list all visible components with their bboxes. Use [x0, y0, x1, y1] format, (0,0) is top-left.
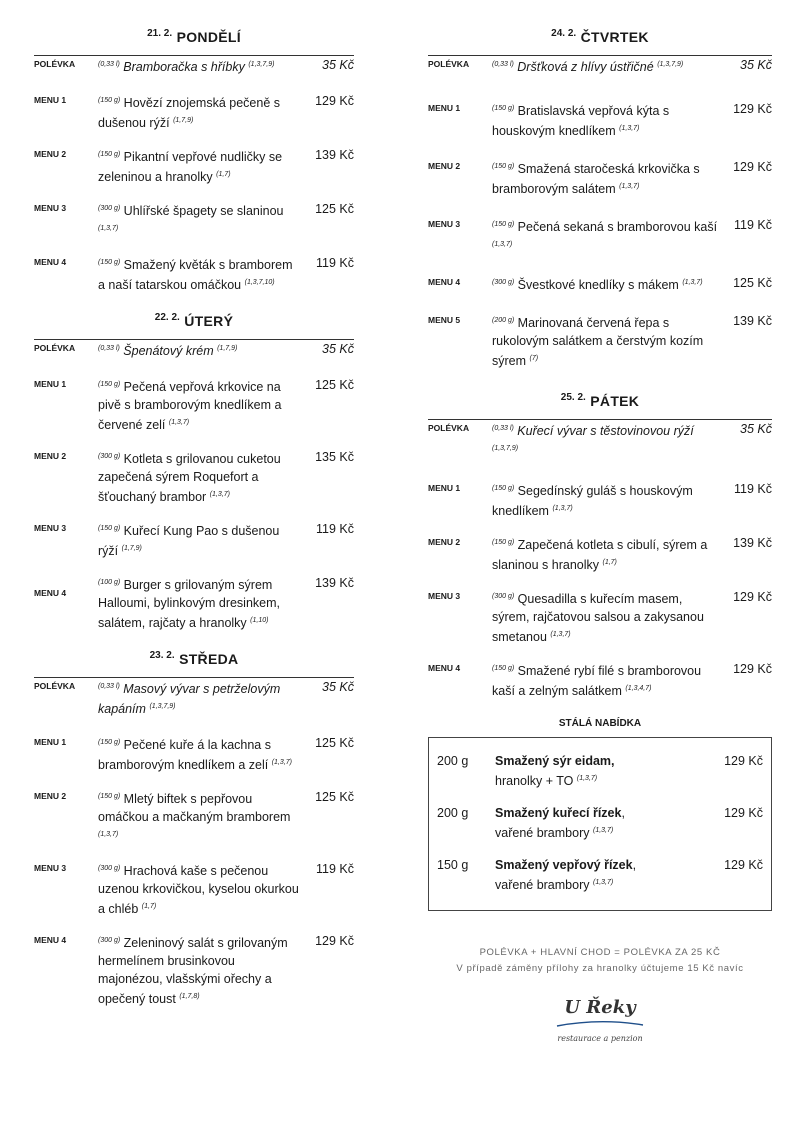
weight: (150 g) [492, 665, 515, 672]
weight: (150 g) [492, 105, 515, 112]
allergens: (1,7,9) [173, 117, 194, 124]
menu-label: MENU 3 [34, 523, 67, 533]
menu-label: MENU 4 [428, 277, 461, 287]
price: 125 Kč [315, 378, 354, 392]
soup-label: POLÉVKA [34, 59, 76, 69]
menu-row [34, 734, 354, 774]
price: 139 Kč [315, 576, 354, 590]
weight: (0,33 l) [98, 683, 120, 690]
weight: (0,33 l) [492, 425, 514, 432]
allergens: (1,3,4,7) [625, 685, 652, 692]
price: 35 Kč [322, 58, 354, 72]
allergens: (1,3,7) [592, 879, 614, 886]
menu-label: MENU 2 [428, 537, 461, 547]
price: 125 Kč [733, 276, 772, 290]
allergens: (7) [529, 355, 539, 362]
day-date: 21. 2. [147, 28, 173, 39]
day-name: ÚTERÝ [184, 313, 234, 329]
price: 35 Kč [740, 422, 772, 436]
menu-description [98, 734, 308, 774]
dish-name: Kotleta s grilovanou cuketou zapečená sýrem Roquefort a šťouchaný brambor [98, 452, 281, 504]
dish-name: Marinovaná červená řepa s rukolovým salátkem a čerstvým kozím sýrem [492, 316, 704, 368]
item-description: Smažený kuřecí řízek, vařené brambory $^{(1,3,7)}$ [495, 806, 625, 840]
side-dish: vařené brambory [495, 826, 590, 840]
price: 135 Kč [315, 450, 354, 464]
soup-label: POLÉVKA [34, 343, 76, 353]
day-wednesday [34, 650, 354, 1008]
menu-row [34, 788, 354, 846]
menu-label: MENU 2 [34, 791, 67, 801]
weight: (0,33 l) [492, 61, 514, 68]
side-dish: vařené brambory [495, 878, 590, 892]
weight: (300 g) [98, 865, 121, 872]
allergens: (1,3,7,9) [492, 445, 519, 452]
weight: (150 g) [492, 485, 515, 492]
price: 119 Kč [316, 256, 354, 270]
day-date: 24. 2. [551, 28, 577, 39]
allergens: (1,3,7,9) [248, 61, 275, 68]
soup-row [34, 340, 354, 360]
day-monday [34, 28, 354, 294]
price: 125 Kč [315, 202, 354, 216]
menu-label: MENU 3 [34, 203, 67, 213]
soup-description [98, 340, 308, 360]
allergens: (1,3,7) [98, 831, 119, 838]
allergens: (1,3,7,9) [149, 703, 176, 710]
day-heading [34, 650, 354, 678]
allergens: (1,3,7) [682, 279, 703, 286]
right-column [428, 28, 772, 1043]
soup-description [98, 56, 308, 76]
dish-name: Quesadilla s kuřecím masem, sýrem, rajčatovou salsou a zakysanou smetanou [492, 592, 704, 644]
day-date: 25. 2. [560, 392, 586, 403]
weight: 200 g [437, 806, 469, 820]
day-name: PÁTEK [590, 393, 640, 409]
menu-description [492, 158, 726, 198]
menu-description [98, 92, 308, 132]
menu-description [98, 788, 308, 846]
dish-name: Smažený vepřový řízek [495, 858, 633, 872]
price: 119 Kč [316, 522, 354, 536]
dish-name: Špenátový krém [123, 344, 214, 358]
dish-name: Zeleninový salát s grilovaným hermelínem brusinkovou majonézou, vlašskými ořechy a opečený toust [98, 936, 288, 1006]
price: 129 Kč [724, 858, 763, 872]
allergens: (1,3,7) [592, 827, 614, 834]
menu-row [428, 312, 772, 370]
logo-subtitle: restaurace a penzion [557, 1034, 643, 1043]
footer-note [428, 945, 772, 977]
allergens: (1,3,7) [619, 183, 640, 190]
day-tuesday [34, 312, 354, 632]
price: 129 Kč [315, 94, 354, 108]
price: 125 Kč [315, 790, 354, 804]
price: 129 Kč [733, 102, 772, 116]
dish-name: Burger s grilovaným sýrem Halloumi, bylinkovým dresinkem, salátem, rajčaty a hranolky [98, 578, 281, 630]
menu-row [34, 92, 354, 132]
menu-row [428, 480, 772, 520]
allergens: (1,7) [141, 903, 157, 910]
allergens: (1,10) [250, 617, 269, 624]
weight: (150 g) [492, 539, 515, 546]
price: 35 Kč [322, 680, 354, 694]
day-friday [428, 392, 772, 700]
menu-row [34, 448, 354, 506]
weight: (300 g) [98, 937, 121, 944]
item-description: Smažený vepřový řízek, vařené brambory $^{(1,3,7)}$ [495, 858, 637, 892]
menu-label: MENU 3 [428, 591, 461, 601]
weight: (0,33 l) [98, 61, 120, 68]
dish-name: Bramboračka s hříbky [123, 60, 245, 74]
allergens: (1,3,7) [576, 775, 598, 782]
price: 125 Kč [315, 736, 354, 750]
menu-row [34, 520, 354, 560]
soup-label: POLÉVKA [428, 59, 470, 69]
menu-description [492, 312, 726, 370]
dish-name: Mletý biftek s pepřovou omáčkou a mačkaným bramborem [98, 792, 291, 824]
weight: (300 g) [492, 593, 515, 600]
soup-description [492, 56, 726, 76]
menu-label: MENU 4 [34, 588, 67, 598]
standing-offer-title: STÁLÁ NABÍDKA [558, 718, 642, 729]
allergens: (1,7,9) [121, 545, 142, 552]
allergens: (1,7) [216, 171, 231, 178]
allergens: (1,3,7) [619, 125, 640, 132]
day-heading [428, 28, 772, 56]
soup-row [428, 420, 772, 460]
menu-description [98, 574, 308, 632]
menu-row [34, 574, 354, 632]
footer-line-fries: V případě záměny přílohy za hranolky účtujeme 15 Kč navíc [456, 963, 744, 974]
weight: (300 g) [98, 453, 121, 460]
menu-row [428, 216, 772, 256]
dish-name: Pikantní vepřové nudličky se zeleninou a hranolky [98, 150, 283, 184]
price: 129 Kč [724, 806, 763, 820]
price: 139 Kč [733, 314, 772, 328]
standing-offer-item [437, 752, 763, 790]
weight: 150 g [437, 858, 469, 872]
logo-swoosh-icon [555, 1020, 645, 1028]
weight: (150 g) [98, 151, 121, 158]
footer-line-combo: POLÉVKA + HLAVNÍ CHOD = POLÉVKA ZA 25 KČ [479, 947, 721, 958]
price: 129 Kč [733, 662, 772, 676]
menu-description [492, 588, 726, 646]
soup-row [34, 56, 354, 76]
menu-label: MENU 2 [428, 161, 461, 171]
menu-row [428, 274, 772, 294]
weight: (150 g) [492, 221, 515, 228]
soup-row [34, 678, 354, 718]
menu-description [492, 274, 726, 294]
soup-description [98, 678, 308, 718]
menu-row [34, 932, 354, 1008]
day-name: PONDĚLÍ [176, 29, 241, 45]
menu-label: MENU 2 [34, 149, 67, 159]
day-heading [34, 28, 354, 56]
dish-name: Bratislavská vepřová kýta s houskovým knedlíkem [492, 104, 670, 138]
weight: (150 g) [98, 739, 121, 746]
item-description [495, 752, 703, 790]
menu-label: MENU 1 [428, 483, 461, 493]
day-thursday [428, 28, 772, 370]
dish-name: Smažená staročeská krkovička s bramborovým salátem [492, 162, 700, 196]
menu-label: MENU 4 [428, 663, 461, 673]
allergens: (1,3,7) [209, 491, 230, 498]
price: 35 Kč [322, 342, 354, 356]
menu-description [98, 860, 308, 918]
menu-description [492, 534, 726, 574]
price: 119 Kč [734, 482, 772, 496]
allergens: (1,3,7) [271, 759, 292, 766]
price: 119 Kč [734, 218, 772, 232]
standing-offer-item [437, 804, 763, 842]
dish-name: Hrachová kaše s pečenou uzenou krkovičkou, kyselou okurkou a chléb [98, 864, 299, 916]
dish-name: Masový vývar s petrželovým kapáním [98, 682, 281, 716]
menu-description [98, 200, 308, 240]
price: 139 Kč [315, 148, 354, 162]
dish-name: Zapečená kotleta s cibulí, sýrem a slaninou s hranolky [492, 538, 708, 572]
weight: (150 g) [98, 525, 121, 532]
menu-row [34, 860, 354, 918]
dish-name: Dršťková z hlívy ústřičné [517, 60, 654, 74]
menu-label: MENU 1 [34, 95, 67, 105]
price: 129 Kč [733, 590, 772, 604]
menu-description [98, 520, 308, 560]
menu-description [492, 216, 726, 256]
menu-description [492, 480, 726, 520]
dish-name: Kuřecí vývar s těstovinovou rýží [517, 424, 694, 438]
menu-row [428, 588, 772, 646]
allergens: (1,7,9) [217, 345, 238, 352]
menu-label: MENU 4 [34, 257, 67, 267]
menu-label: MENU 2 [34, 451, 67, 461]
dish-name: Hovězí znojemská pečeně s dušenou rýží [98, 96, 281, 130]
menu-description [492, 100, 726, 140]
menu-description [98, 146, 308, 186]
menu-row [34, 146, 354, 186]
soup-row [428, 56, 772, 76]
day-date: 23. 2. [149, 650, 175, 661]
dish-name: Švestkové knedlíky s mákem [517, 278, 679, 292]
price: 129 Kč [315, 934, 354, 948]
weight: (150 g) [98, 259, 121, 266]
soup-label: POLÉVKA [34, 681, 76, 691]
weight: (300 g) [98, 205, 121, 212]
menu-label: MENU 4 [34, 935, 67, 945]
day-heading [428, 392, 772, 420]
day-name: ČTVRTEK [580, 29, 649, 45]
menu-label: MENU 3 [34, 863, 67, 873]
left-column [34, 28, 354, 1026]
menu-label: MENU 1 [34, 737, 67, 747]
restaurant-logo [428, 997, 772, 1043]
dish-name: Segedínský guláš s houskovým knedlíkem [492, 484, 693, 518]
dish-name: Kuřecí Kung Pao s dušenou rýží [98, 524, 280, 558]
standing-offer-item [437, 856, 763, 894]
menu-label: MENU 1 [34, 379, 67, 389]
price: 139 Kč [733, 536, 772, 550]
dish-name: Smažený sýr eidam, [495, 754, 615, 768]
dish-name: Smažený květák s bramborem a naší tatarskou omáčkou [98, 258, 293, 292]
standing-offer-box [428, 737, 772, 911]
dish-name: Smažený kuřecí řízek [495, 806, 622, 820]
price: 35 Kč [740, 58, 772, 72]
menu-label: MENU 3 [428, 219, 461, 229]
price: 129 Kč [724, 754, 763, 768]
menu-description [98, 376, 308, 434]
menu-row [34, 200, 354, 240]
menu-row [428, 660, 772, 700]
menu-description [98, 448, 308, 506]
dish-name: Pečené kuře á la kachna s bramborovým knedlíkem a zelí [98, 738, 271, 772]
price: 129 Kč [733, 160, 772, 174]
menu-row [428, 158, 772, 198]
soup-description [492, 420, 726, 460]
price: 119 Kč [316, 862, 354, 876]
menu-row [34, 254, 354, 294]
day-name: STŘEDA [179, 651, 239, 667]
weight: (300 g) [492, 279, 515, 286]
weight: 200 g [437, 754, 469, 768]
dish-name: Smažené rybí filé s bramborovou kaší a zelným salátkem [492, 664, 702, 698]
day-date: 22. 2. [154, 312, 180, 323]
menu-label: MENU 1 [428, 103, 461, 113]
allergens: (1,3,7) [552, 505, 573, 512]
side-dish: hranolky + TO [495, 774, 574, 788]
weight: (150 g) [98, 381, 121, 388]
menu-row [428, 534, 772, 574]
allergens: (1,3,7) [98, 225, 119, 232]
menu-description [98, 254, 308, 294]
allergens: (1,3,7,10) [244, 279, 275, 286]
weight: (150 g) [492, 163, 515, 170]
dish-name: Uhlířské špagety se slaninou [123, 204, 284, 218]
menu-description [98, 932, 308, 1008]
soup-label: POLÉVKA [428, 423, 470, 433]
allergens: (1,3,7) [492, 241, 513, 248]
dish-name: Pečená vepřová krkovice na pivě s bramborovým knedlíkem a červené zelí [98, 380, 282, 432]
allergens: (1,3,7) [168, 419, 190, 426]
logo-name: U Řeky [564, 997, 636, 1018]
menu-row [428, 100, 772, 140]
day-heading [34, 312, 354, 340]
menu-label: MENU 5 [428, 315, 461, 325]
menu-description [492, 660, 726, 700]
dish-name: Pečená sekaná s bramborovou kaší [517, 220, 718, 234]
menu-row [34, 376, 354, 434]
weight: (150 g) [98, 97, 121, 104]
weight: (200 g) [492, 317, 515, 324]
allergens: (1,7) [602, 559, 617, 566]
weight: (0,33 l) [98, 345, 120, 352]
weight: (100 g) [98, 579, 121, 586]
weight: (150 g) [98, 793, 121, 800]
allergens: (1,3,7) [550, 631, 571, 638]
allergens: (1,7,8) [179, 993, 200, 1000]
allergens: (1,3,7,9) [657, 61, 684, 68]
